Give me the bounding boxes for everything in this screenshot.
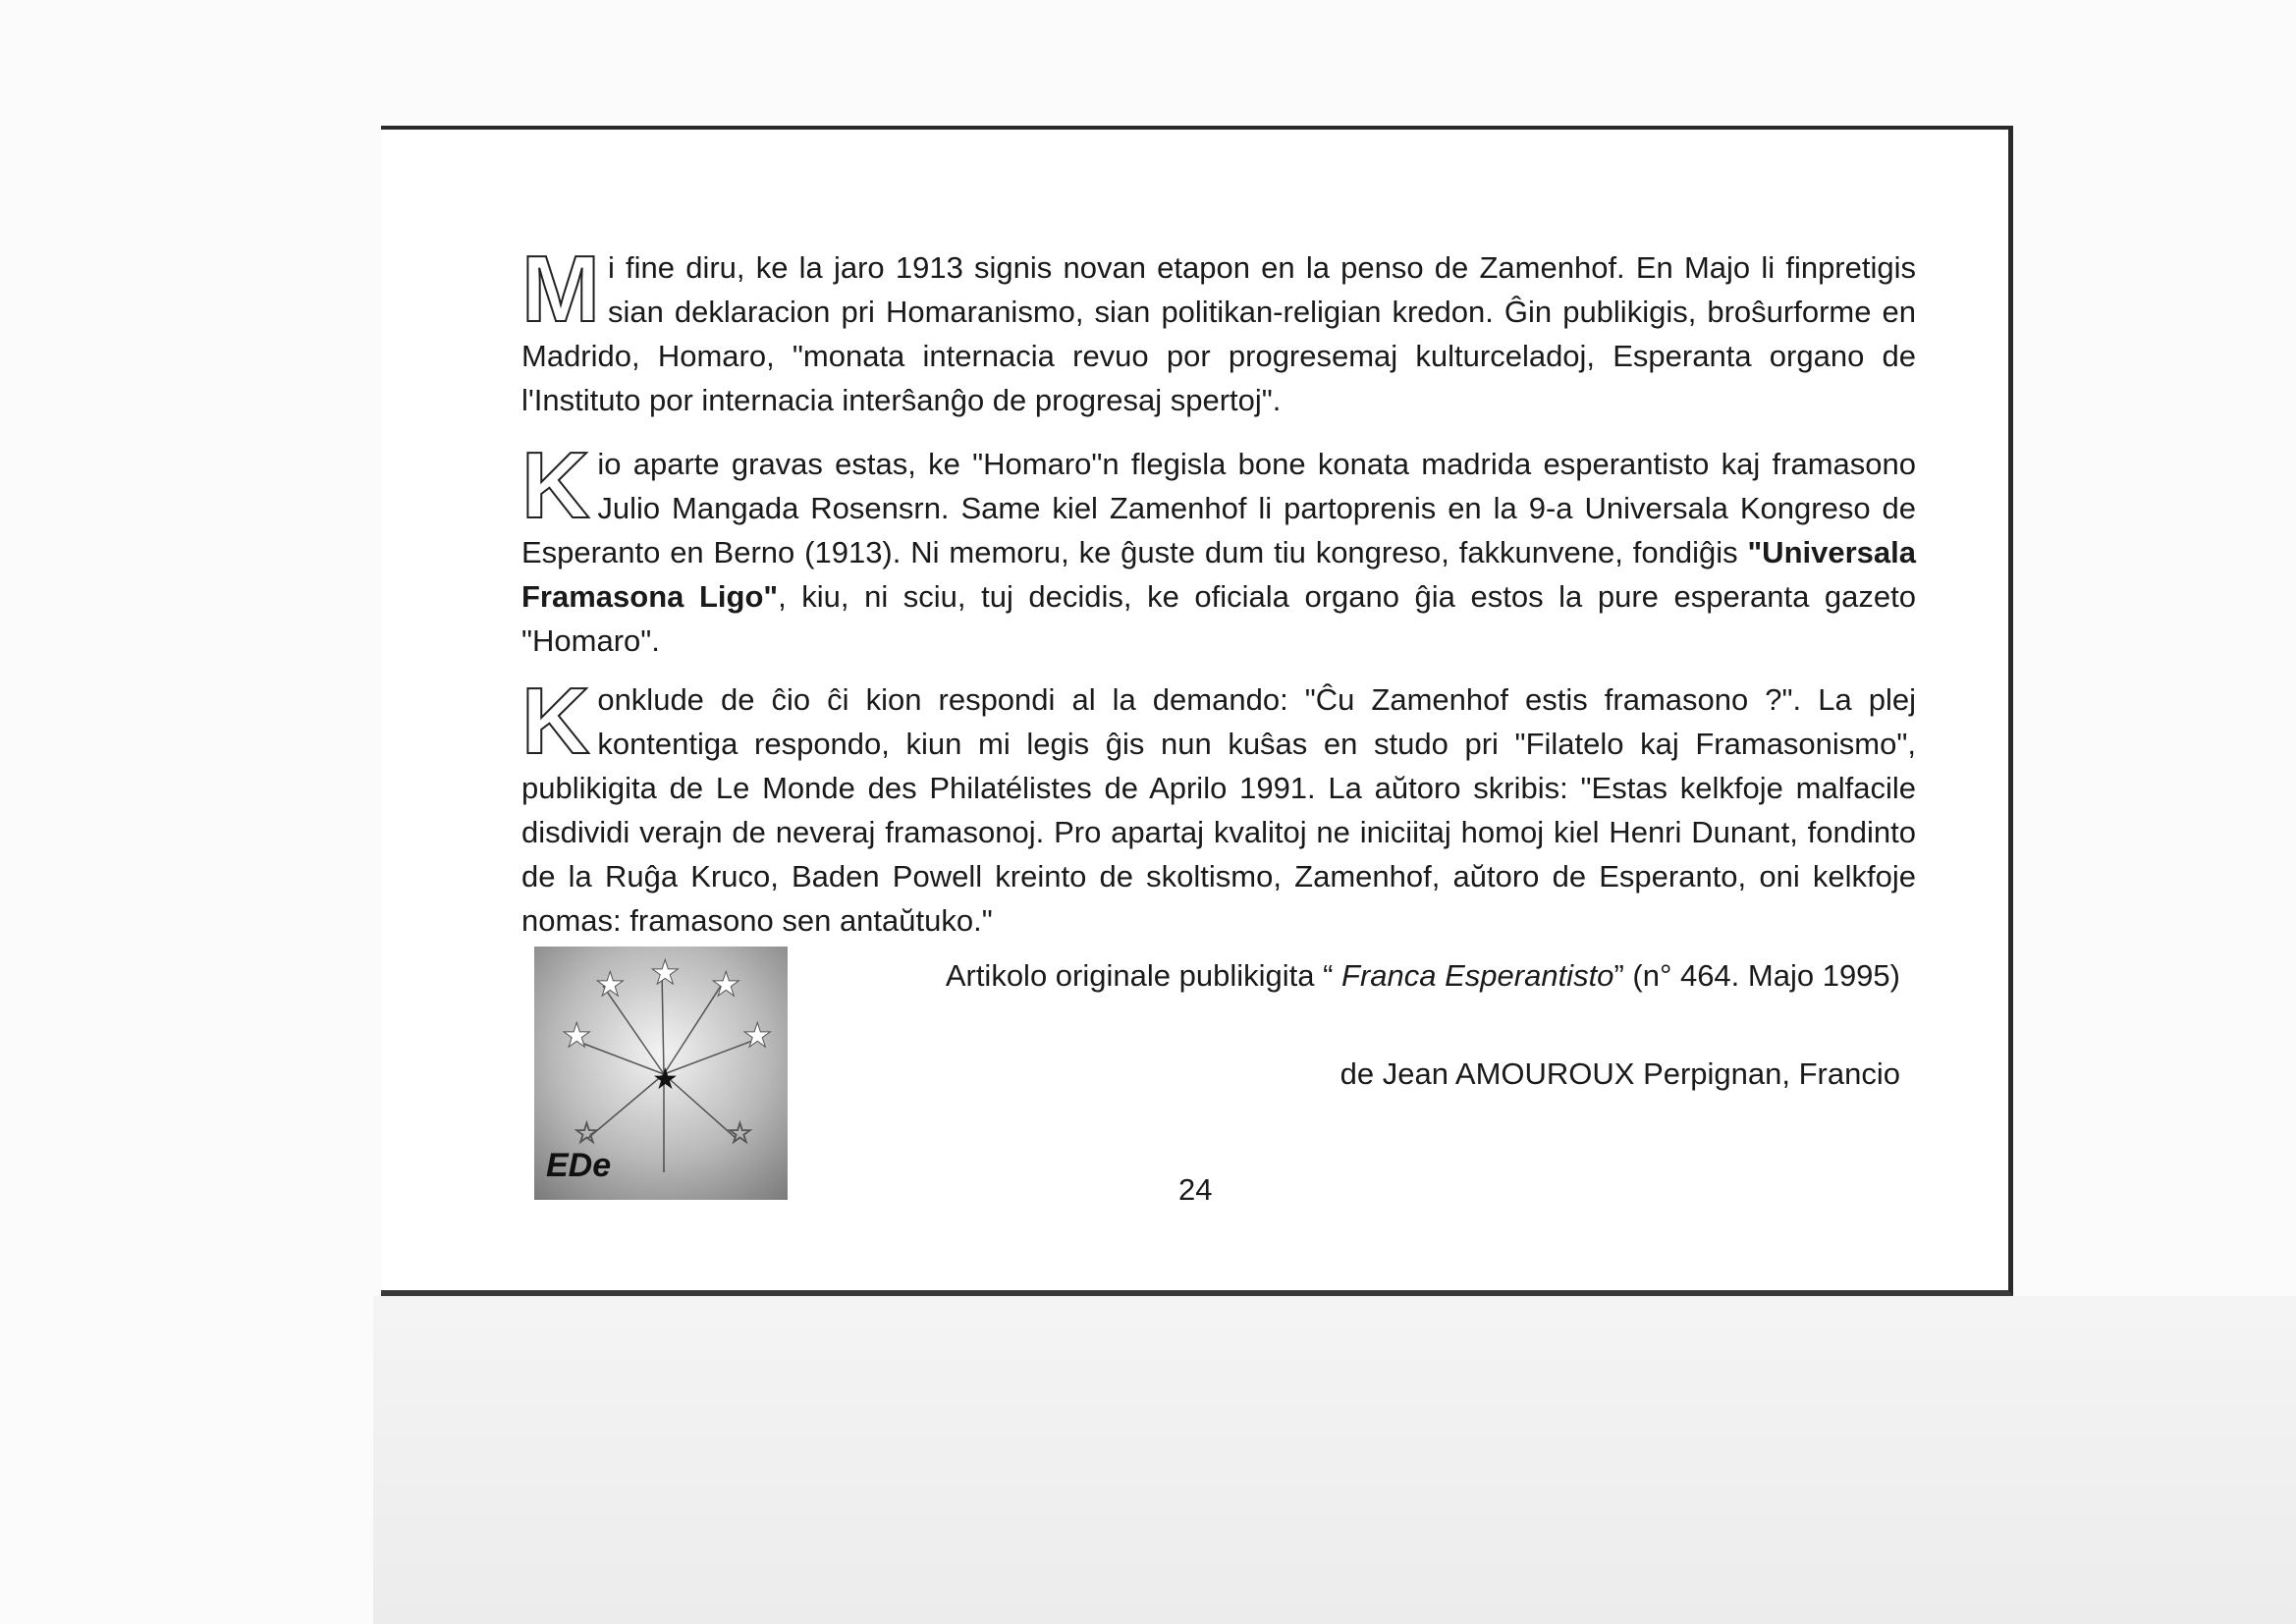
paragraph-2 (521, 433, 1916, 663)
svg-text:☆: ☆ (727, 1116, 753, 1151)
svg-text:☆: ☆ (574, 1116, 600, 1151)
svg-text:★: ★ (595, 965, 626, 1004)
paragraph-2-bold-text: "Universala Framasona Ligo" (521, 535, 1916, 614)
logo-label: EDe (546, 1147, 612, 1184)
drop-cap-k-2: K (521, 669, 590, 774)
svg-text:★: ★ (652, 1062, 679, 1097)
ede-logo (534, 947, 788, 1200)
citation-suffix: ” (n° 464. Majo 1995) (1613, 958, 1900, 993)
svg-text:★: ★ (650, 953, 681, 993)
citation (946, 954, 1900, 998)
paragraph-1-text: i fine diru, ke la jaro 1913 signis novan etapon en la penso de Zamenhof. En Majo li finpretigis sian deklaracion pri Homaranismo, sian politikan-religian kredon. Ĝin publikigis, broŝurforme en Madrido, Homaro, "monata internacia revuo por progresemaj kulturceladoj, Esperanta organo de l'Instituto por internacia interŝanĝo de progresaj spertoj". (521, 250, 1916, 417)
paragraph-1 (521, 237, 1916, 422)
drop-cap-m: M (521, 237, 600, 342)
document-page (381, 126, 2013, 1296)
paragraph-3 (521, 669, 1916, 943)
author-line: de Jean AMOUROUX Perpignan, Francio (1339, 1056, 1900, 1091)
svg-text:★: ★ (742, 1016, 773, 1056)
paragraph-2-text-before: io aparte gravas estas, ke "Homaro"n flegisla bone konata madrida esperantisto kaj framasono Julio Mangada Rosensrn. Same kiel Zamenhof li partoprenis en la 9-a Universala Kongreso de Esperanto en Berno (1913). Ni memoru, ke ĝuste dum tiu kongreso, fakkunvene, fondiĝis (521, 447, 1916, 569)
drop-cap-k: K (521, 433, 590, 538)
scan-background (373, 1296, 2296, 1624)
svg-text:★: ★ (562, 1016, 592, 1056)
citation-prefix: Artikolo originale publikigita “ (945, 958, 1342, 993)
paragraph-3-text: onklude de ĉio ĉi kion respondi al la demando: "Ĉu Zamenhof estis framasono ?". La plej kontentiga respondo, kiun mi legis ĝis nun kuŝas en studo pri "Filatelo kaj Framasonismo", publikigita de Le Monde des Philatélistes de Aprilo 1991. La aŭtoro skribis: "Estas kelkfoje malfacile disdividi verajn de neveraj framasonoj. Pro apartaj kvalitoj ne iniciitaj homoj kiel Henri Dunant, fondinto de la Ruĝa Kruco, Baden Powell kreinto de skoltismo, Zamenhof, aŭtoro de Esperanto, oni kelkfoje nomas: framasono sen antaŭtuko." (521, 682, 1916, 938)
page-number: 24 (1178, 1172, 1213, 1207)
paragraph-2-text-after: , kiu, ni sciu, tuj decidis, ke oficiala organo ĝia estos la pure esperanta gazeto "Homaro". (521, 579, 1916, 658)
citation-source: Franca Esperantisto (1341, 958, 1614, 993)
svg-text:★: ★ (711, 965, 741, 1004)
